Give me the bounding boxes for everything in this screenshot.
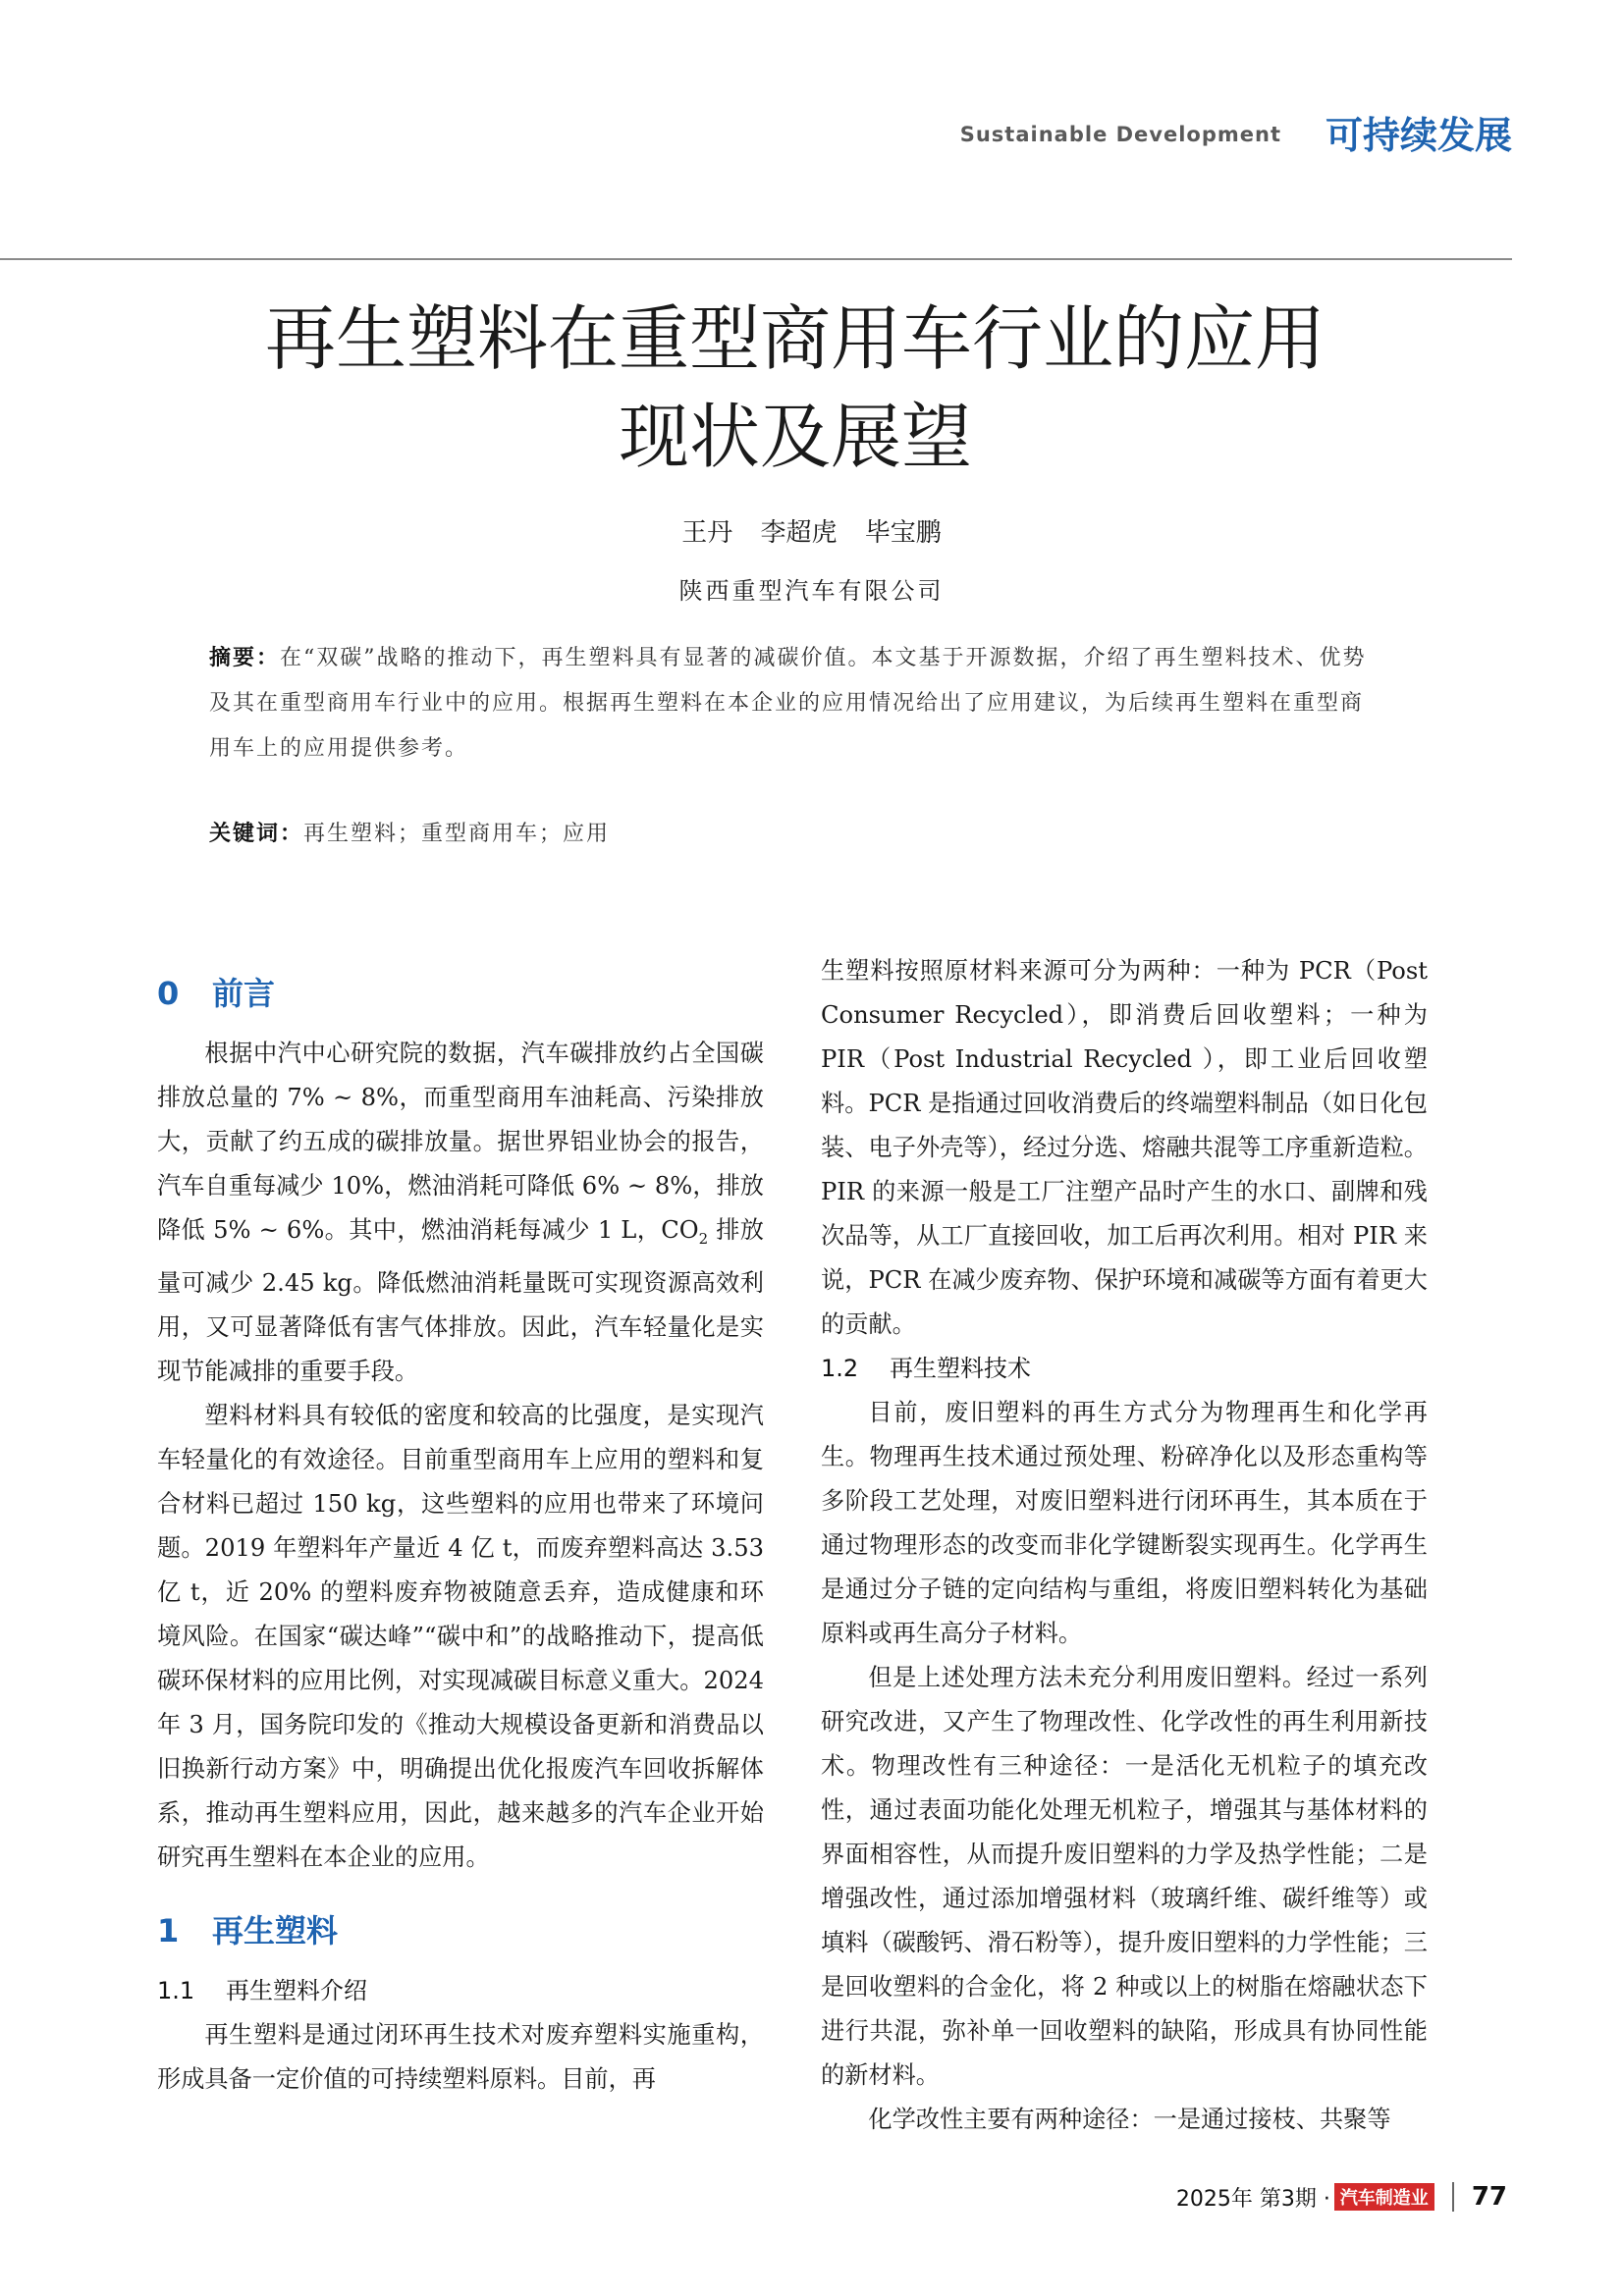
section-number: 0 <box>157 975 180 1012</box>
paragraph: 再生塑料是通过闭环再生技术对废弃塑料实施重构，形成具备一定价值的可持续塑料原料。目前，再 <box>157 2020 764 2093</box>
keywords-label: 关键词： <box>209 822 304 846</box>
section-title: 前言 <box>212 975 276 1012</box>
subsection-heading-1-1 <box>157 1969 764 2013</box>
abstract-text: 在“双碳”战略的推动下，再生塑料具有显著的减碳价值。本文基于开源数据，介绍了再生塑料技术、优势及其在重型商用车行业中的应用。根据再生塑料在本企业的应用情况给出了应用建议，为后续再生塑料在重型商用车上的应用提供参考。 <box>209 646 1367 761</box>
page-footer <box>1176 2177 1507 2216</box>
page-number: 77 <box>1471 2182 1507 2212</box>
header-english: Sustainable Development <box>959 123 1281 146</box>
paragraph: 化学改性主要有两种途径：一是通过接枝、共聚等 <box>868 2106 1391 2133</box>
paragraph: 生塑料按照原材料来源可分为两种：一种为 PCR（Post Consumer Recycled），即消费后回收塑料；一种为 PIR（Post Industrial Recycled ），即工业后回收塑料。PCR 是指通过回收消费后的终端塑料制品（如日化包装、电子外壳等），经过分选、熔融共混等工序重新造粒。PIR 的来源一般是工厂注塑产品时产生的水口、副牌和残次品等，从工厂直接回收，加工后再次利用。相对 PIR 来说，PCR 在减少废弃物、保护环境和减碳等方面有着更大的贡献。 <box>821 957 1428 1338</box>
paragraph: 但是上述处理方法未充分利用废旧塑料。经过一系列研究改进，又产生了物理改性、化学改性的再生利用新技术。物理改性有三种途径：一是活化无机粒子的填充改性，通过表面功能化处理无机粒子，增强其与基体材料的界面相容性，从而提升废旧塑料的力学及热学性能；二是增强改性，通过添加增强材料（玻璃纤维、碳纤维等）或填料（碳酸钙、滑石粉等），提升废旧塑料的力学性能；三是回收塑料的合金化，将 2 种或以上的树脂在熔融状态下进行共混，弥补单一回收塑料的缺陷，形成具有协同性能的新材料。 <box>821 1664 1428 2089</box>
section-heading-1 <box>157 1909 764 1953</box>
subsection-title: 再生塑料技术 <box>890 1355 1031 1382</box>
magazine-logo: 汽车制造业 <box>1334 2183 1434 2211</box>
header-rule <box>0 258 1512 260</box>
subsection-heading-1-2 <box>821 1347 1428 1391</box>
abstract <box>209 636 1378 772</box>
paragraph <box>157 1032 764 1394</box>
footer-divider <box>1452 2182 1454 2212</box>
section-title: 再生塑料 <box>212 1911 339 1949</box>
paragraph-text: 排放量可减少 2.45 kg。降低燃油消耗量既可实现资源高效利用，又可显著降低有害气体排放。因此，汽车轻量化是实现节能减排的重要手段。 <box>157 1216 764 1385</box>
left-column <box>157 952 764 2102</box>
affiliation: 陕西重型汽车有限公司 <box>678 577 945 605</box>
keywords <box>209 815 1378 854</box>
abstract-label: 摘要： <box>209 646 281 670</box>
running-header <box>0 103 1512 158</box>
section-number: 1 <box>157 1911 180 1949</box>
paragraph: 塑料材料具有较低的密度和较高的比强度，是实现汽车轻量化的有效途径。目前重型商用车上应用的塑料和复合材料已超过 150 kg，这些塑料的应用也带来了环境问题。2019 年塑料年产量近 4 亿 t，而废弃塑料高达 3.53 亿 t，近 20% 的塑料废弃物被随意丢弃，造成健康和环境风险。在国家“碳达峰”“碳中和”的战略推动下，提高低碳环保材料的应用比例，对实现减碳目标意义重大。2024 年 3 月，国务院印发的《推动大规模设备更新和消费品以旧换新行动方案》中，明确提出优化报废汽车回收拆解体系，推动再生塑料应用，因此，越来越多的汽车企业开始研究再生塑料在本企业的应用。 <box>157 1401 764 1871</box>
authors: 王丹 李超虎 毕宝鹏 <box>681 518 942 548</box>
article-title <box>118 290 1473 486</box>
right-column <box>821 949 1428 2142</box>
title-line-1: 再生塑料在重型商用车行业的应用 <box>264 297 1325 380</box>
paragraph-text: 根据中汽中心研究院的数据，汽车碳排放约占全国碳排放总量的 7% ~ 8%，而重型商用车油耗高、污染排放大，贡献了约五成的碳排放量。据世界铝业协会的报告，汽车自重每减少 10%，燃油消耗可降低 6% ~ 8%，排放降低 5% ~ 6%。其中，燃油消耗每减少 1 L，CO <box>157 1040 764 1244</box>
subsection-title: 再生塑料介绍 <box>226 1976 367 2004</box>
paragraph: 目前，废旧塑料的再生方式分为物理再生和化学再生。物理再生技术通过预处理、粉碎净化以及形态重构等多阶段工艺处理，对废旧塑料进行闭环再生，其本质在于通过物理形态的改变而非化学键断裂实现再生。化学再生是通过分子链的定向结构与重组，将废旧塑料转化为基础原料或再生高分子材料。 <box>821 1399 1428 1647</box>
subsection-number: 1.1 <box>157 1976 195 2004</box>
keywords-text: 再生塑料；重型商用车；应用 <box>303 822 611 846</box>
subscript: 2 <box>698 1229 709 1248</box>
header-chinese: 可持续发展 <box>1325 114 1512 157</box>
subsection-number: 1.2 <box>821 1355 859 1382</box>
title-line-2: 现状及展望 <box>618 396 972 478</box>
issue-info: 2025年 第3期 · <box>1175 2186 1330 2212</box>
section-heading-0 <box>157 972 764 1016</box>
